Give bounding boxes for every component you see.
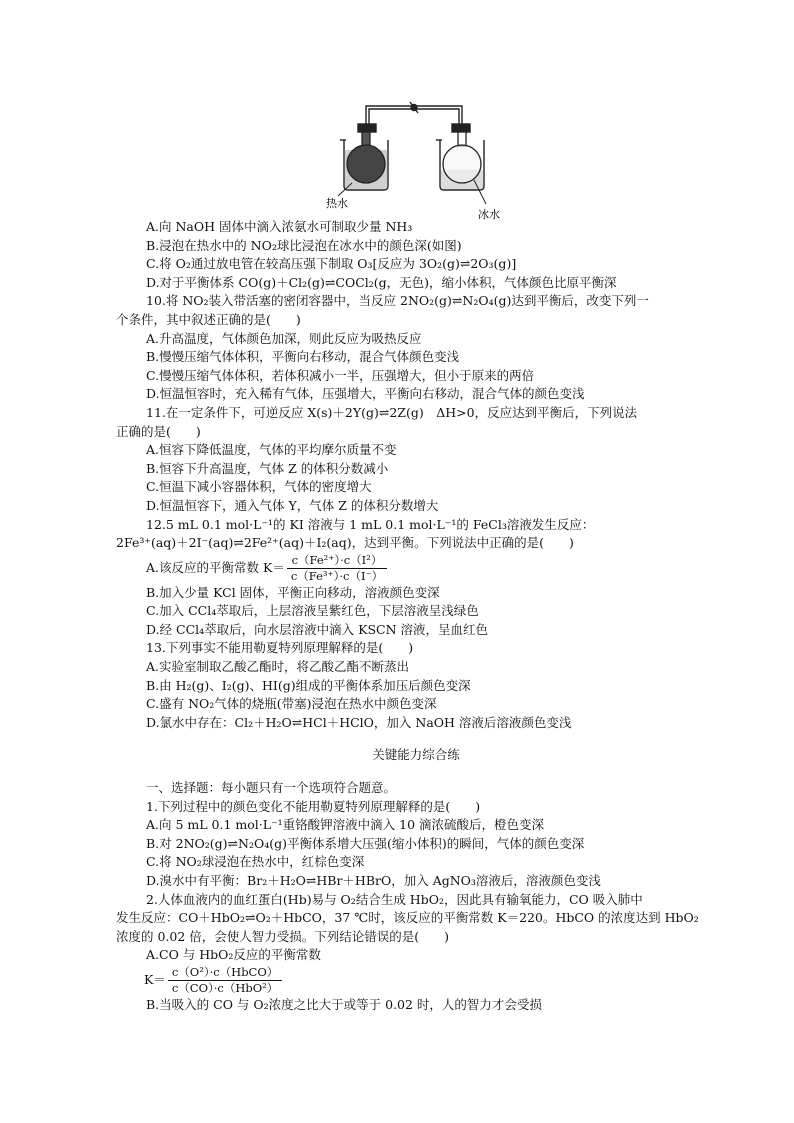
text-line: D.氯水中存在：Cl₂＋H₂O⇌HCl＋HClO，加入 NaOH 溶液后溶液颜色变浅: [146, 714, 572, 730]
text-line: 正确的是( ): [116, 423, 201, 439]
text-line: A.实验室制取乙酸乙酯时，将乙酸乙酯不断蒸出: [146, 659, 410, 675]
section-title: 关键能力综合练: [372, 747, 460, 763]
q12-option-a: [146, 553, 686, 584]
practice-questions: [116, 779, 699, 965]
text-line: A.CO 与 HbO₂反应的平衡常数: [146, 947, 321, 963]
text-line: B.慢慢压缩气体体积，平衡向右移动，混合气体颜色变浅: [146, 349, 460, 365]
q12a-prefix: A.该反应的平衡常数 K＝: [146, 559, 285, 575]
q12a-numerator: c（Fe²⁺）·c（I²）: [287, 553, 387, 569]
text-line: B.加入少量 KCl 固体，平衡正向移动，溶液颜色变深: [146, 584, 440, 600]
question-content: [116, 218, 699, 1015]
apparatus-figure: [0, 0, 794, 230]
q2-options: [146, 996, 686, 1015]
text-line: 浓度的 0.02 倍，会使人智力受损。下列结论错误的是( ): [116, 928, 450, 944]
text-line: 发生反应：CO＋HbO₂⇌O₂＋HbCO，37 ℃时，该反应的平衡常数 K＝220。HbCO 的浓度达到 HbO₂: [116, 910, 699, 926]
q2a-numerator: c（O²）·c（HbCO）: [168, 965, 282, 981]
text-line: D.恒温恒容时，充入稀有气体，压强增大，平衡向右移动，混合气体的颜色变浅: [146, 386, 585, 402]
text-line: B.对 2NO₂(g)⇌N₂O₄(g)平衡体系增大压强(缩小体积)的瞬间，气体的颜色变深: [146, 835, 585, 851]
text-line: A.向 5 mL 0.1 mol·L⁻¹重铬酸钾溶液中滴入 10 滴浓硫酸后，橙色变深: [146, 817, 544, 833]
text-line: 11.在一定条件下，可逆反应 X(s)＋2Y(g)⇌2Z(g) ΔH>0，反应达到平衡后，下列说法: [146, 404, 638, 420]
questions-12-13: [146, 584, 686, 733]
text-line: 2.人体血液内的血红蛋白(Hb)易与 O₂结合生成 HbO₂，因此具有输氧能力，CO 吸入肺中: [146, 891, 643, 907]
text-line: C.盛有 NO₂气体的烧瓶(带塞)浸泡在热水中颜色变深: [146, 696, 437, 712]
hot-water-label: 热水: [326, 197, 348, 210]
text-line: C.慢慢压缩气体体积，若体积减小一半，压强增大，但小于原来的两倍: [146, 367, 535, 383]
questions-9-12: [116, 218, 686, 553]
text-line: 个条件，其中叙述正确的是( ): [116, 311, 301, 327]
q12a-denominator: c（Fe³⁺）·c（I⁻）: [290, 568, 384, 583]
q2a-denominator: c（CO）·c（HbO²）: [171, 980, 279, 995]
q12a-fraction: [287, 553, 387, 584]
text-line: A.恒容下降低温度，气体的平均摩尔质量不变: [146, 442, 397, 458]
text-line: D.溴水中有平衡：Br₂＋H₂O⇌HBr＋HBrO，加入 AgNO₃溶液后，溶液颜色变浅: [146, 873, 601, 888]
text-line: C.将 O₂通过放电管在较高压强下制取 O₃[反应为 3O₂(g)⇌2O₃(g)]: [146, 256, 517, 272]
text-line: B.当吸入的 CO 与 O₂浓度之比大于或等于 0.02 时，人的智力才会受损: [146, 996, 542, 1012]
text-line: A.向 NaOH 固体中滴入浓氨水可制取少量 NH₃: [146, 219, 413, 234]
text-line: D.对于平衡体系 CO(g)＋Cl₂(g)⇌COCl₂(g，无色)，缩小体积，气体颜色比原平衡深: [146, 274, 617, 290]
text-line: C.恒温下减小容器体积，气体的密度增大: [146, 479, 372, 495]
text-line: 10.将 NO₂装入带活塞的密闭容器中，当反应 2NO₂(g)⇌N₂O₄(g)达到平衡后，改变下列一: [146, 293, 649, 309]
text-line: 12.5 mL 0.1 mol·L⁻¹的 KI 溶液与 1 mL 0.1 mol·L⁻¹的 FeCl₃溶液发生反应：: [146, 516, 595, 532]
text-line: C.加入 CCl₄萃取后，上层溶液呈紫红色，下层溶液呈浅绿色: [146, 603, 479, 619]
text-line: 2Fe³⁺(aq)＋2I⁻(aq)⇌2Fe²⁺(aq)＋I₂(aq)，达到平衡。下列说法中正确的是( ): [116, 535, 574, 551]
text-line: 1.下列过程中的颜色变化不能用勒夏特列原理解释的是( ): [146, 798, 481, 814]
text-line: 一、选择题：每小题只有一个选项符合题意。: [146, 780, 397, 796]
text-line: B.恒容下升高温度，气体 Z 的体积分数减小: [146, 460, 389, 476]
text-line: A.升高温度，气体颜色加深，则此反应为吸热反应: [146, 330, 422, 346]
q2a-fraction: [168, 965, 282, 996]
no2-flasks-diagram: [0, 0, 794, 230]
text-line: B.浸泡在热水中的 NO₂球比浸泡在冰水中的颜色深(如图): [146, 237, 462, 253]
text-line: D.经 CCl₄萃取后，向水层溶液中滴入 KSCN 溶液，呈血红色: [146, 621, 489, 637]
text-line: 13.下列事实不能用勒夏特列原理解释的是( ): [146, 640, 414, 656]
q2a-prefix: K＝: [144, 971, 166, 987]
text-line: C.将 NO₂球浸泡在热水中，红棕色变深: [146, 854, 365, 870]
q2-option-a-formula: [144, 965, 686, 996]
text-line: B.由 H₂(g)、I₂(g)、HI(g)组成的平衡体系加压后颜色变深: [146, 677, 471, 693]
text-line: D.恒温恒容下，通入气体 Y，气体 Z 的体积分数增大: [146, 497, 439, 513]
ice-water-label: 冰水: [478, 208, 500, 221]
